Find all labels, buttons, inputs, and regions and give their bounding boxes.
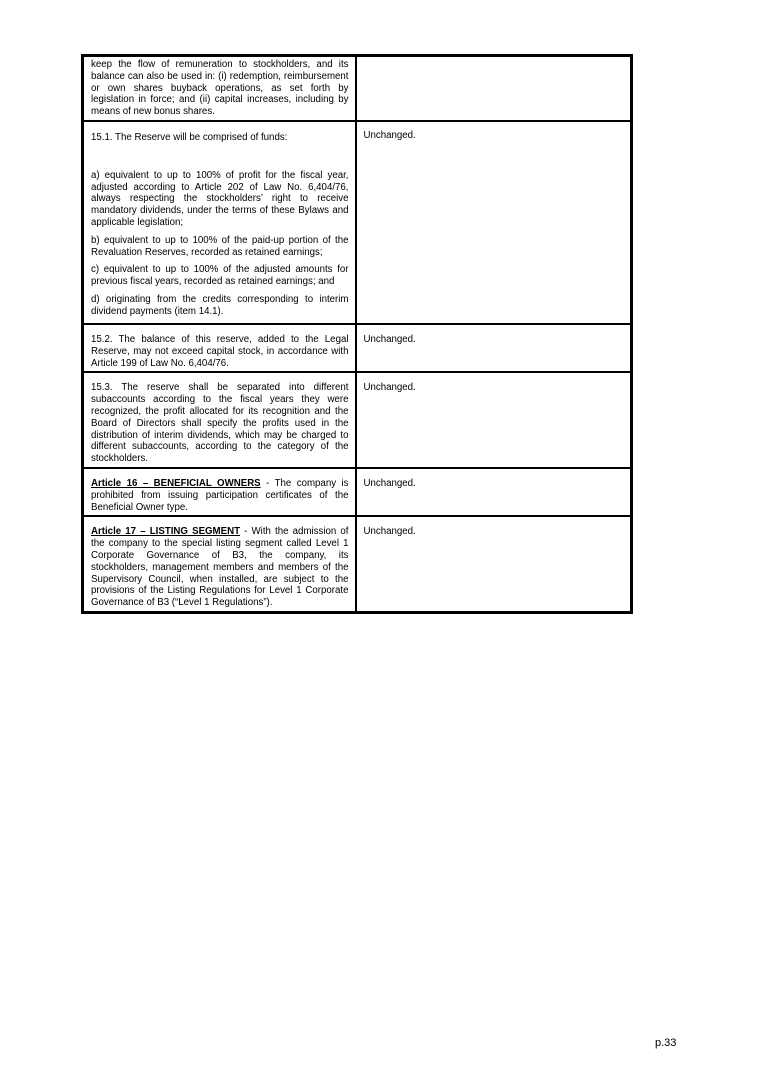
page-number: p.33: [655, 1037, 677, 1049]
paragraph: [91, 526, 349, 609]
proposed-text-cell: Unchanged.: [356, 121, 632, 324]
paragraph: b) equivalent to up to 100% of the paid-up portion of the Revaluation Reserves, recorded as retained earnings;: [91, 234, 349, 258]
proposed-text-cell: Unchanged.: [356, 516, 632, 612]
current-text-cell: [83, 372, 356, 468]
paragraph: c) equivalent to up to 100% of the adjusted amounts for previous fiscal years, recorded as retained earnings; and: [91, 264, 349, 288]
table-row: [83, 56, 632, 121]
bylaws-comparison-table: [81, 54, 633, 614]
proposed-text-cell: Unchanged.: [356, 468, 632, 516]
paragraph: 15.2. The balance of this reserve, added to the Legal Reserve, may not exceed capital stock, in accordance with Article 199 of Law No. 6,404/76.: [91, 333, 349, 369]
article-title: Article 17 – LISTING SEGMENT: [91, 526, 241, 538]
article-body: - The company is prohibited from issuing participation certificates of the Beneficial Owner type.: [91, 477, 349, 513]
table-row: [83, 121, 632, 324]
current-text-cell: [83, 56, 356, 121]
paragraph: a) equivalent to up to 100% of profit for the fiscal year, adjusted according to Article 202 of Law No. 6,404/76, always respecting the stockholders’ right to receive mandatory dividends, under the terms of these Bylaws and applicable legislation;: [91, 169, 349, 228]
paragraph: 15.3. The reserve shall be separated into different subaccounts according to the fiscal years they were recognized, the profit allocated for its recognition and the Board of Directors shall specify the profits used in the distribution of interim dividends, which may be charged to different subaccounts, according to the category of the stockholders.: [91, 382, 349, 465]
paragraph: [91, 478, 349, 513]
current-text-cell: [83, 468, 356, 516]
table-row: [83, 324, 632, 372]
current-text-cell: [83, 324, 356, 372]
paragraph: keep the flow of remuneration to stockholders, and its balance can also be used in: (i) redemption, reimbursement or own shares buyback operations, as set forth by legislation in force; and (ii) capital increases, including by means of new bonus shares.: [91, 59, 349, 118]
paragraph: d) originating from the credits corresponding to interim dividend payments (item 14.1).: [91, 293, 349, 317]
proposed-text-cell: [356, 56, 632, 121]
proposed-text-cell: Unchanged.: [356, 324, 632, 372]
article-body: - With the admission of the company to the special listing segment called Level 1 Corporate Governance of B3, the company, its stockholders, management members and members of the Supervisory Council, when installed, are subject to the provisions of the Listing Regulations for Level 1 Corporate Governance of B3 (“Level 1 Regulations”).: [91, 526, 349, 609]
current-text-cell: [83, 516, 356, 612]
proposed-text-cell: Unchanged.: [356, 372, 632, 468]
table-row: [83, 468, 632, 516]
table-row: [83, 372, 632, 468]
table-row: [83, 516, 632, 612]
paragraph: 15.1. The Reserve will be comprised of funds:: [91, 131, 288, 143]
current-text-cell: [83, 121, 356, 324]
article-title: Article 16 – BENEFICIAL OWNERS: [91, 477, 261, 489]
